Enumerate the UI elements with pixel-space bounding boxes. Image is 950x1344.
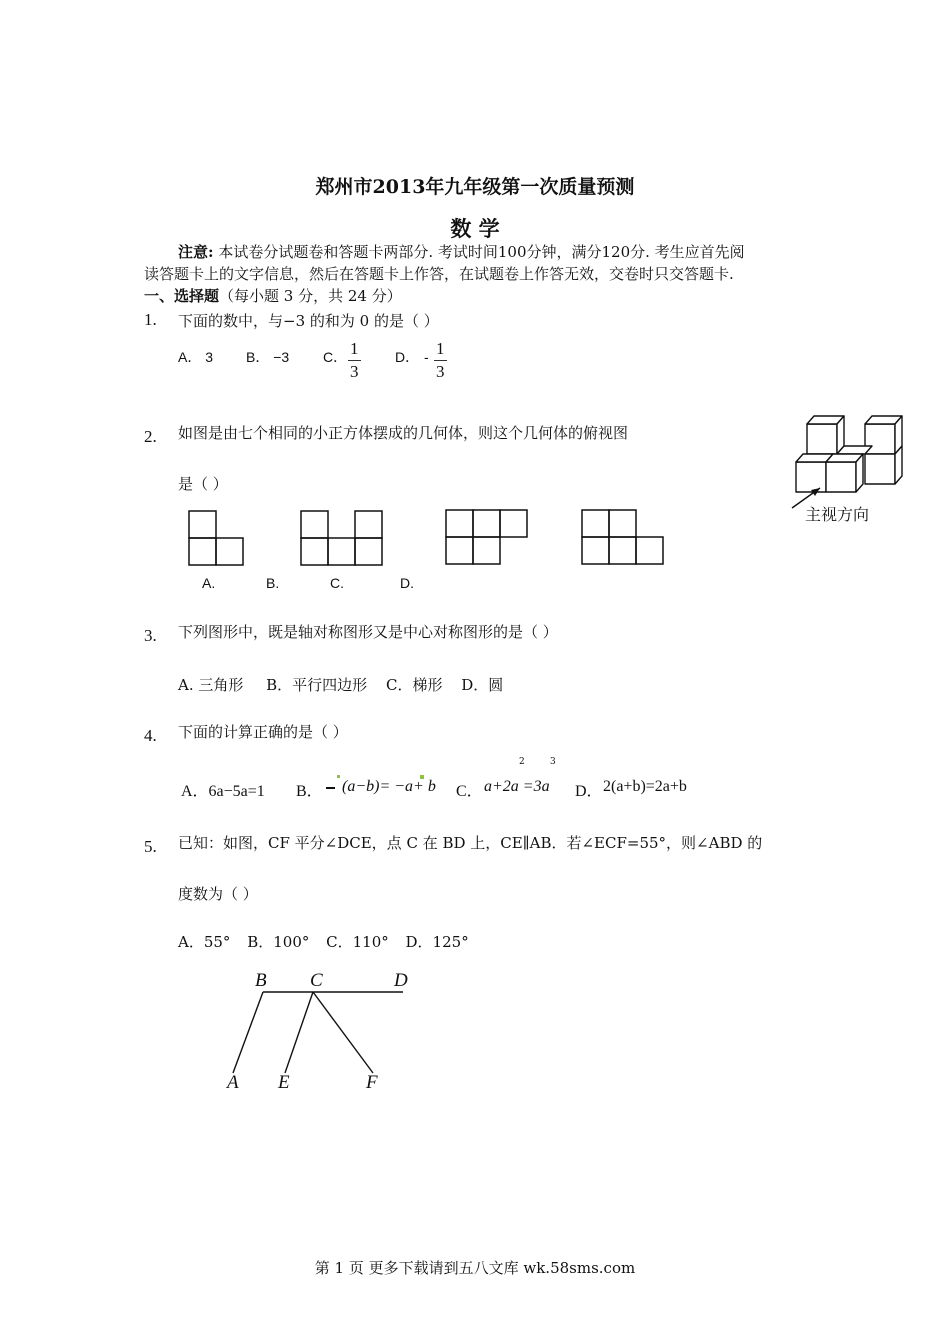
q4-green-mark-1 xyxy=(337,775,340,778)
q1-c-denominator: 3 xyxy=(350,362,359,381)
q4-option-b-label: B． xyxy=(296,783,323,800)
q2-option-a-figure xyxy=(188,510,248,570)
q1-option-c-fraction xyxy=(348,338,361,383)
q2-text-2: 是（ ） xyxy=(178,475,228,493)
q1-option-a: A． 3 xyxy=(178,349,214,365)
q5-option-a: A．55° xyxy=(178,933,231,951)
q5-option-d: D．125° xyxy=(405,933,469,951)
q5-label-d: D xyxy=(394,970,408,991)
q3-option-c: C．梯形 xyxy=(385,676,443,694)
q1-number: 1. xyxy=(144,310,157,329)
q2-option-b: B. xyxy=(266,575,280,591)
q3-option-b: B．平行四边形 xyxy=(266,676,368,694)
q2-option-a: A. xyxy=(202,575,216,591)
section-1-note: （每小题 3 分，共 24 分） xyxy=(219,287,402,305)
notice-text-1: 本试卷分试题卷和答题卡两部分. 考试时间100分钟，满分120分. 考生应首先阅 xyxy=(218,243,745,261)
q2-option-c-figure xyxy=(445,509,535,569)
section-1-title: 一、选择题 xyxy=(144,287,220,305)
notice-line-2: 读答题卡上的文字信息，然后在答题卡上作答，在试题卷上作答无效，交卷时只交答题卡. xyxy=(144,265,734,283)
q1-option-d-sign: - xyxy=(424,349,429,365)
q3-number: 3. xyxy=(144,626,157,645)
section-1-heading xyxy=(144,285,402,306)
page-footer: 第 1 页 更多下载请到五八文库 wk.58sms.com xyxy=(314,1259,636,1277)
q4-option-d-label: D． xyxy=(575,783,603,800)
q4-option-b-expr: (a−b)= −a+ b xyxy=(342,778,436,795)
q5-label-b: B xyxy=(255,970,267,991)
q4-option-d-expr: 2(a+b)=2a+b xyxy=(603,778,687,795)
q1-text: 下面的数中，与−3 的和为 0 的是（ ） xyxy=(178,312,439,330)
q3-option-a: A. 三角形 xyxy=(178,676,244,694)
q1-option-d-label: D． xyxy=(395,349,420,365)
q5-label-f: F xyxy=(366,1072,378,1093)
q4-option-b-minus-bar xyxy=(326,787,335,789)
notice-line-1 xyxy=(178,241,745,262)
q5-text-2: 度数为（ ） xyxy=(178,885,258,903)
q2-option-d: D. xyxy=(400,575,414,591)
q5-label-c: C xyxy=(310,970,323,991)
q1-option-c-label: C． xyxy=(323,349,348,365)
q3-text: 下列图形中，既是轴对称图形又是中心对称图形的是（ ） xyxy=(178,623,558,641)
q2-option-b-figure xyxy=(300,510,390,570)
q5-text-1: 已知：如图，CF 平分∠DCE，点 C 在 BD 上，CE∥AB．若∠ECF=55°，则∠ABD 的 xyxy=(178,834,763,852)
q1-option-d-fraction xyxy=(434,338,447,383)
q4-superscript-3: 3 xyxy=(550,757,556,767)
q5-options xyxy=(178,931,469,952)
q1-d-denominator: 3 xyxy=(436,362,445,381)
q5-option-b: B．100° xyxy=(247,933,310,951)
q5-geometry-figure xyxy=(225,985,415,1080)
q2-text-1: 如图是由七个相同的小正方体摆成的几何体，则这个几何体的俯视图 xyxy=(178,424,629,442)
q2-figure-label: 主视方向 xyxy=(805,505,870,524)
q4-text: 下面的计算正确的是（ ） xyxy=(178,723,348,741)
q5-label-a: A xyxy=(227,1072,239,1093)
q2-option-c: C. xyxy=(330,575,344,591)
q4-number: 4. xyxy=(144,726,157,745)
q1-option-b: B． −3 xyxy=(246,349,290,365)
page-title: 郑州市2013年九年级第一次质量预测 xyxy=(315,176,635,198)
notice-label: 注意: xyxy=(178,243,214,261)
q4-superscript-2: 2 xyxy=(519,757,525,767)
q4-option-c-label: C． xyxy=(456,783,483,800)
q5-label-e: E xyxy=(278,1072,290,1093)
q4-option-a: A．6a−5a=1 xyxy=(181,783,265,800)
q4-option-c-expr: a+2a =3a xyxy=(484,778,550,795)
q5-number: 5. xyxy=(144,837,157,856)
q2-number: 2. xyxy=(144,427,157,446)
subject-title: 数 学 xyxy=(450,216,500,241)
q2-option-d-figure xyxy=(581,509,671,569)
q3-options xyxy=(178,674,503,695)
q1-c-numerator: 1 xyxy=(348,338,361,361)
q1-d-numerator: 1 xyxy=(434,338,447,361)
q5-option-c: C．110° xyxy=(326,933,389,951)
q3-option-d: D．圆 xyxy=(461,676,504,694)
